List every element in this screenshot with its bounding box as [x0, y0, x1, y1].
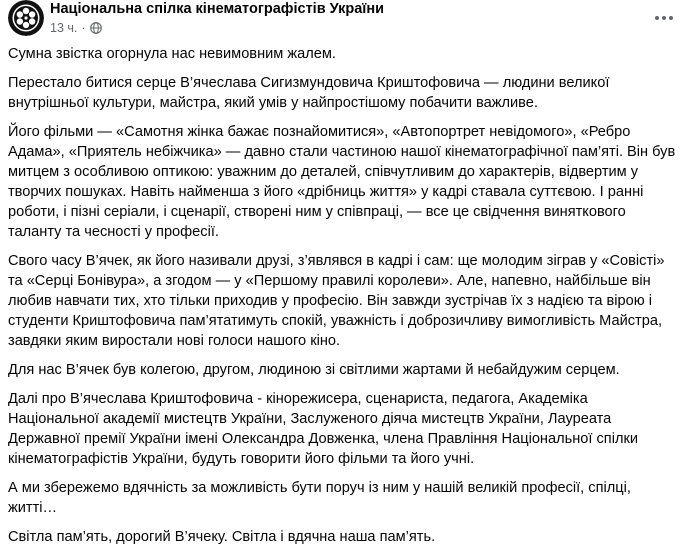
page-name-link[interactable]: Національна спілка кінематографістів України [50, 1, 385, 17]
post-paragraph: Його фільми — «Самотня жінка бажає познайомитися», «Автопортрет невідомого», «Ребро Адама», «Приятель небіжчика» — давно стали частиною нашої кінематографічної пам’яті. Він був митцем з особливою оптикою: уважним до деталей, співчутливим до характерів, відвертим у творчих пошуках. Навіть найменша з його «дрібниць життя» у кадрі ставала суттєвою. І ранні роботи, і пізні серіали, і сценарії, створені ним у співпраці, — все це свідчення виняткового таланту та чесності у професії. [8, 124, 676, 240]
post-paragraph: Для нас В’ячек був колегою, другом, людиною зі світлими жартами й небайдужим серцем. [8, 362, 620, 378]
post-text [8, 44, 680, 556]
post-paragraph: А ми збережемо вдячність за можливість бути поруч із ним у нашій великій професії, спілці, житті… [8, 480, 631, 516]
meta-separator: · [81, 21, 86, 35]
post-paragraph: Перестало битися серце В’ячеслава Сигизмундовича Криштофовича — людини великої внутрішньої культури, майстра, який умів у найпростішому побачити важливе. [8, 75, 610, 111]
post-paragraph: Свого часу В’ячек, як його називали друзі, з’являвся в кадрі і сам: ще молодим зіграв у «Совісті» та «Серці Бонівура», а згодом — у «Першому правилі королеви». Але, напевно, найбільше він любив навчати тих, хто тільки приходив у професію. Він завжди зустрічав їх з надією та вірою і студенти Криштофовича пам’ятатимуть спокій, уважність і доброзичливу вимогливість Майстра, завдяки яким виростали нові голоси нашого кіно. [8, 253, 665, 349]
post-paragraph: Далі про В’ячеслава Криштофовича - кінорежисера, сценариста, педагога, Академіка Національної академії мистецтв України, Заслуженого діяча мистецтв України, Лауреата Державної премії України імені Олександра Довженка, члена Правління Національної спілки кінематографістів України, будуть говорити його фільми та його учні. [8, 391, 639, 467]
post-timestamp[interactable]: 13 ч. [50, 21, 78, 35]
post-paragraph: Світла пам’ять, дорогий В’ячеку. Світла і вдячна наша пам’ять. [8, 529, 436, 545]
globe-icon[interactable] [90, 22, 102, 34]
post-header [0, 0, 690, 40]
post-meta [50, 20, 102, 36]
post-paragraph: Сумна звістка огорнула нас невимовним жалем. [8, 46, 336, 62]
more-options-icon[interactable] [652, 8, 676, 28]
film-reel-logo-icon[interactable] [8, 0, 44, 36]
